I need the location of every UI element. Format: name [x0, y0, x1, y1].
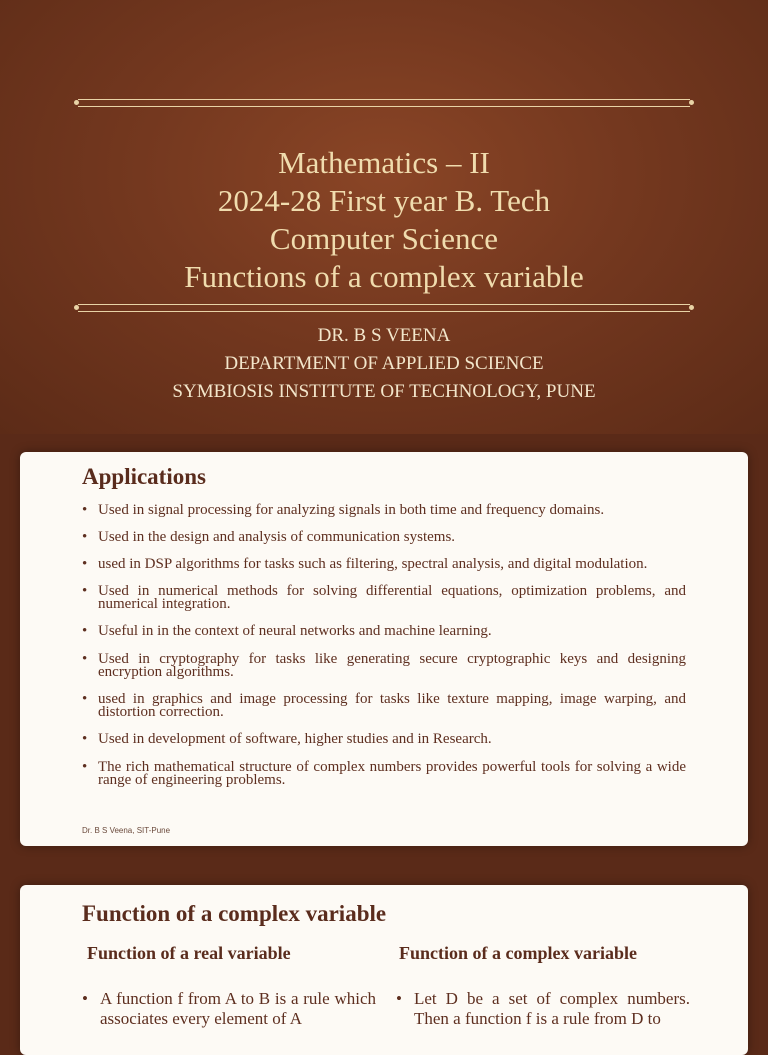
title-line: 2024-28 First year B. Tech — [217, 183, 551, 218]
list-item: • Useful in in the context of neural networks and machine learning. — [82, 625, 686, 638]
author-name: DR. B S VEENA — [317, 325, 451, 346]
complex-variable-heading: Function of a complex variable — [399, 943, 637, 963]
title-line: Mathematics – II — [278, 145, 490, 180]
applications-heading: Applications — [82, 464, 206, 489]
list-item: • Used in signal processing for analyzing signals in both time and frequency domains. — [82, 504, 686, 517]
title-line: Computer Science — [269, 221, 499, 256]
list-item: • Used in numerical methods for solving differential equations, optimization problems, and numerical integration. — [82, 585, 686, 611]
author-department: DEPARTMENT OF APPLIED SCIENCE — [224, 353, 544, 374]
title-slide — [0, 0, 768, 434]
list-item: • The rich mathematical structure of complex numbers provides powerful tools for solving a wide range of engineering problems. — [82, 761, 686, 787]
applications-slide — [20, 452, 748, 846]
slide-title — [0, 144, 768, 296]
applications-list — [82, 504, 686, 787]
complex-variable-definition: • Let D be a set of complex numbers. Then a function f is a rule from D to — [396, 989, 690, 1029]
real-variable-heading: Function of a real variable — [87, 943, 291, 963]
list-item: • used in DSP algorithms for tasks such as filtering, spectral analysis, and digital modulation. — [82, 558, 686, 571]
list-item: • Used in development of software, higher studies and in Research. — [82, 733, 686, 746]
top-decorative-rule — [78, 99, 690, 107]
author-institute: SYMBIOSIS INSTITUTE OF TECHNOLOGY, PUNE — [172, 381, 596, 402]
function-heading: Function of a complex variable — [82, 901, 387, 926]
author-block — [0, 322, 768, 406]
title-line: Functions of a complex variable — [184, 259, 584, 294]
list-item: • used in graphics and image processing for tasks like texture mapping, image warping, and distortion correction. — [82, 693, 686, 719]
list-item: • Used in the design and analysis of communication systems. — [82, 531, 686, 544]
real-variable-definition: • A function f from A to B is a rule which associates every element of A — [82, 989, 376, 1029]
function-slide — [20, 885, 748, 1055]
list-item: • Used in cryptography for tasks like generating secure cryptographic keys and designing encryption algorithms. — [82, 653, 686, 679]
slide-footer: Dr. B S Veena, SIT-Pune — [82, 826, 171, 835]
bottom-decorative-rule — [78, 304, 690, 312]
